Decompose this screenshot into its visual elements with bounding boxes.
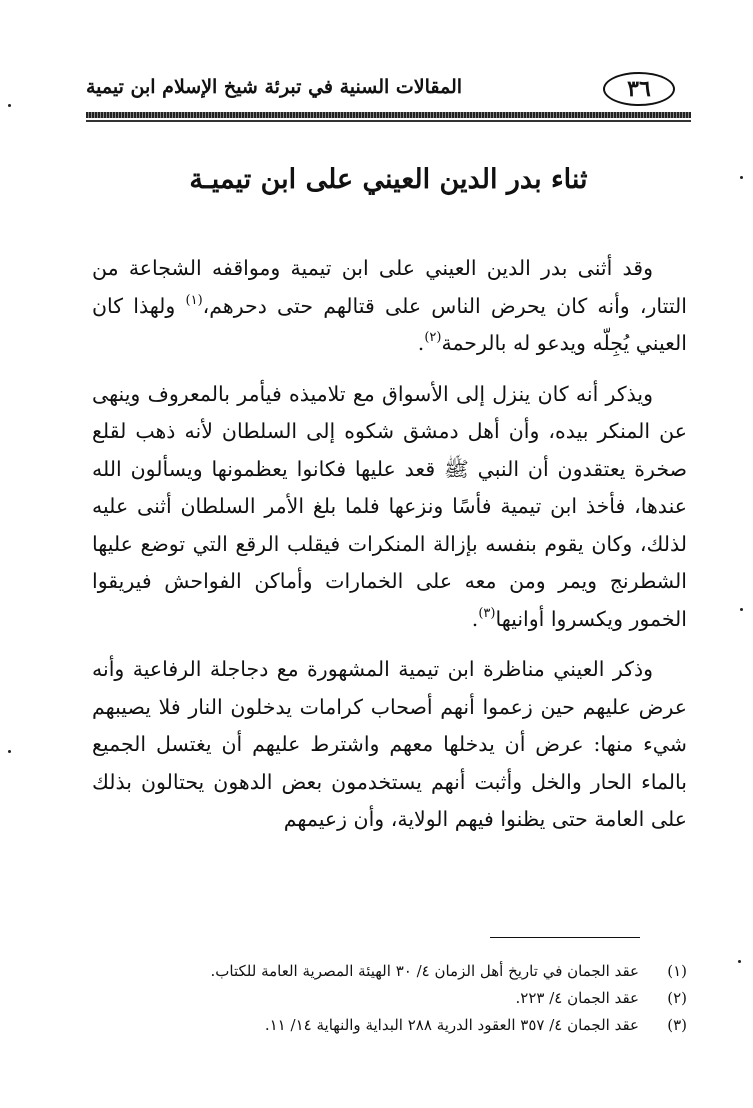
paragraph-1	[92, 250, 687, 363]
paragraph-3-text: وذكر العيني مناظرة ابن تيمية المشهورة مع دجاجلة الرفاعية وأنه عرض عليهم حين زعموا أنهم أصحاب كرامات يدخلون النار فلا يصيبهم شيء منها: عرض أن يدخلها معهم واشترط عليهم أن يغتسل الجميع بالماء الحار والخل وأثبت أنهم يستخدمون بعض الدهون يحتالون بذلك على العامة حتى يظنوا فيهم الولاية، وأن زعيمهم	[92, 657, 687, 831]
running-title: المقالات السنية في تبرئة شيخ الإسلام ابن تيمية	[86, 76, 463, 98]
footnote-number: (٢)	[667, 989, 687, 1007]
scan-speck	[8, 750, 11, 753]
header-rule	[86, 112, 691, 118]
chapter-title: ثناء بدر الدين العيني على ابن تيميـة	[189, 164, 588, 195]
page-number: ٣٦	[603, 72, 675, 106]
footnote-ref-3: (٣)	[478, 605, 496, 621]
footnote-number: (١)	[667, 962, 687, 980]
running-header	[86, 68, 691, 112]
paragraph-2-text: ويذكر أنه كان ينزل إلى الأسواق مع تلاميذه فيأمر بالمعروف وينهى عن المنكر بيده، وأن أهل دمشق شكوه إلى السلطان لأنه ذهب لقلع صخرة يعتقدون أن النبي ﷺ قعد عليها فكانوا يعظمونها ويسألون الله عندها، فأخذ ابن تيمية فأسًا ونزعها فلما بلغ الأمر السلطان أثنى عليه لذلك، وكان يقوم بنفسه بإزالة المنكرات فيقلب الرقع التي توضع عليها الشطرنج ويمر ومن معه على الخمارات وأماكن الفواحش فيريقوا الخمور ويكسروا أوانيها	[92, 381, 687, 631]
paragraph-1-text-b: ولهذا كان العيني يُجِلّه ويدعو له بالرحمة	[92, 293, 687, 355]
paragraph-2-end: .	[471, 606, 479, 631]
footnote-1	[92, 958, 687, 985]
footnote-ref-1: (١)	[185, 292, 203, 308]
footnote-2	[92, 985, 687, 1012]
paragraph-3	[92, 651, 687, 839]
scan-speck	[738, 960, 741, 963]
body-text	[92, 250, 687, 852]
header-rule-thin	[86, 120, 691, 122]
footnotes	[92, 958, 687, 1039]
footnote-separator	[490, 937, 640, 938]
footnote-text: عقد الجمان ٤/ ٢٢٣.	[515, 989, 639, 1007]
paragraph-1-end: .	[417, 331, 425, 355]
scan-speck	[740, 176, 743, 179]
paragraph-1-text-a: وقد أثنى بدر الدين العيني على ابن تيمية ومواقفه الشجاعة من التتار، وأنه كان يحرض الناس على قتالهم حتى دحرهم،	[92, 256, 687, 318]
footnote-3	[92, 1012, 687, 1039]
footnote-text: عقد الجمان في تاريخ أهل الزمان ٤/ ٣٠ الهيئة المصرية العامة للكتاب.	[210, 962, 639, 980]
scan-speck	[8, 104, 11, 107]
footnote-number: (٣)	[667, 1016, 687, 1034]
footnote-text: عقد الجمان ٤/ ٣٥٧ العقود الدرية ٢٨٨ البداية والنهاية ١٤/ ١١.	[264, 1016, 639, 1034]
paragraph-2	[92, 376, 687, 639]
footnote-ref-2: (٢)	[424, 330, 442, 345]
scan-speck	[740, 608, 743, 611]
